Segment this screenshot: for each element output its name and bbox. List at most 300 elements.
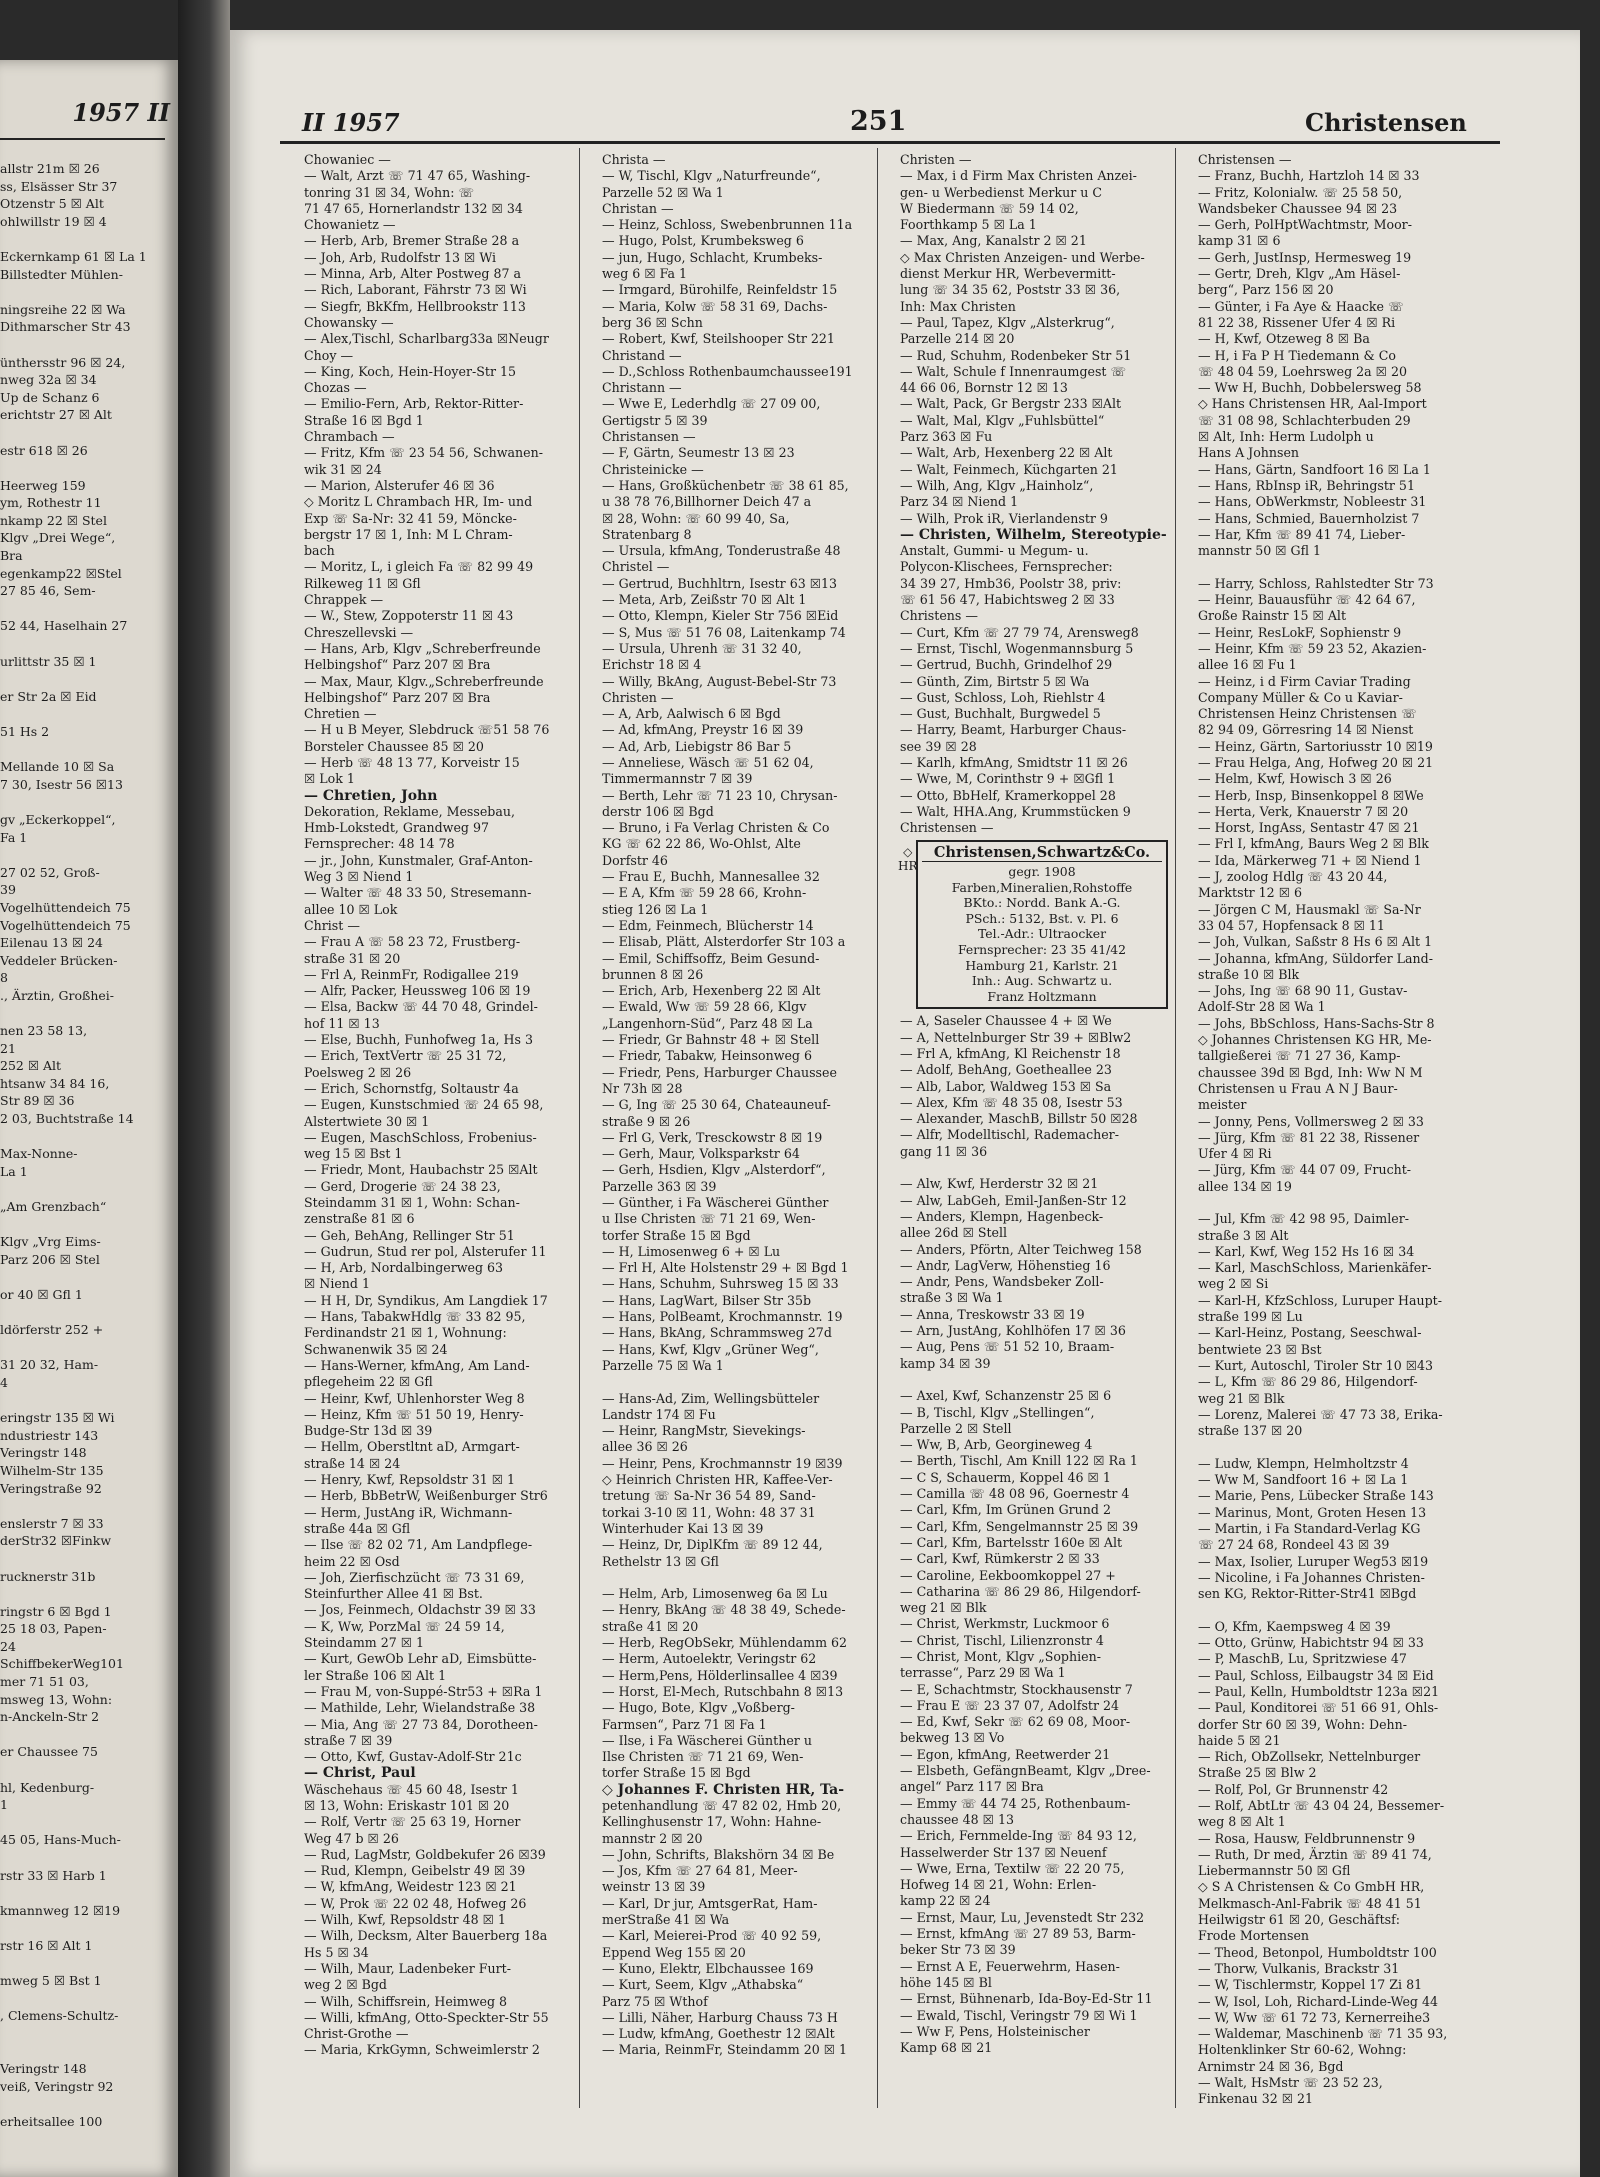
directory-entry-line: terrasse“, Parz 29 ☒ Wa 1 (900, 1665, 1066, 1681)
facing-page-line: „Am Grenzbach“ (0, 1199, 107, 1215)
directory-entry-line: sen KG, Rektor-Ritter-Str41 ☒Bgd (1198, 1586, 1417, 1602)
facing-page-line: or 40 ☒ Gfl 1 (0, 1287, 83, 1302)
directory-entry-line: Christan — (602, 200, 674, 216)
directory-entry-line: — Horst, IngAss, Sentastr 47 ☒ 21 (1198, 820, 1420, 836)
facing-page-line: ldörferstr 252 + (0, 1322, 104, 1338)
book-gutter (178, 0, 230, 2177)
directory-entry-line: — Ewald, Ww ☏ 59 28 66, Klgv (602, 999, 807, 1015)
advertisement-line: Inh.: Aug. Schwartz u. (971, 973, 1113, 989)
directory-entry-line: chaussee 39d ☒ Bgd, Inh: Ww N M (1198, 1064, 1423, 1080)
directory-entry-line: brunnen 8 ☒ 26 (602, 966, 704, 982)
directory-entry-line: — Anneliese, Wäsch ☏ 51 62 04, (602, 754, 814, 770)
directory-entry-line: — Fritz, Kolonialw. ☏ 25 58 50, (1198, 184, 1403, 200)
facing-page-line: ym, Rothestr 11 (0, 495, 102, 511)
facing-page-line (0, 1726, 176, 1744)
directory-entry-line: — Rich, ObZollsekr, Nettelnburger (1198, 1749, 1421, 1765)
directory-entry-line: ◇ S A Christensen & Co GmbH HR, (1198, 1879, 1425, 1895)
directory-entry-line: 71 47 65, Hornerlandstr 132 ☒ 34 (304, 200, 523, 216)
directory-entry-line: — Theod, Betonpol, Humboldtstr 100 (1198, 1944, 1437, 1960)
facing-page-line (0, 1919, 176, 1937)
directory-entry-line: — Alfr, Packer, Heussweg 106 ☒ 19 (304, 983, 531, 999)
directory-entry-line: — Carl, Kfm, Bartelsstr 160e ☒ Alt (900, 1534, 1123, 1550)
facing-page-line (0, 1761, 176, 1779)
directory-entry-line: straße 9 ☒ 26 (602, 1113, 691, 1129)
facing-page-line (0, 1216, 176, 1234)
directory-entry-line: — A, Nettelnburger Str 39 + ☒Blw2 (900, 1029, 1132, 1045)
directory-entry-line: straße 10 ☒ Blk (1198, 966, 1300, 982)
directory-entry-line: merStraße 41 ☒ Wa (602, 1912, 730, 1928)
directory-entry-line: — Karl, Kwf, Weg 152 Hs 16 ☒ 34 (1198, 1243, 1415, 1259)
directory-entry-line: — Gudrun, Stud rer pol, Alsterufer 11 (304, 1243, 547, 1259)
directory-entry-line: Company Müller & Co u Kaviar- (1198, 689, 1403, 705)
directory-entry-line: — Heinr, RangMstr, Sievekings- (602, 1423, 806, 1439)
facing-page-line: Vogelhüttendeich 75 (0, 917, 131, 933)
directory-entry-line: — Paul, Konditorei ☏ 51 66 91, Ohls- (1198, 1700, 1439, 1716)
directory-entry-line: torkai 3-10 ☒ 11, Wohn: 48 37 31 (602, 1504, 816, 1520)
facing-page-line: eringstr 135 ☒ Wi (0, 1410, 115, 1426)
facing-page-line: Veddeler Brücken- (0, 952, 118, 968)
directory-entry-line: ◇ Heinrich Christen HR, Kaffee-Ver- (602, 1472, 833, 1488)
directory-entry-line: — Gust, Buchhalt, Burgwedel 5 (900, 706, 1101, 722)
directory-entry-line: — Herb, Insp, Binsenkoppel 8 ☒We (1198, 787, 1424, 803)
directory-entry-line: — Ursula, Uhrenh ☏ 31 32 40, (602, 640, 802, 656)
directory-entry-line: — W, Prok ☏ 22 02 48, Hofweg 26 (304, 1895, 527, 1911)
directory-entry-line: — W, Tischlermstr, Koppel 17 Zi 81 (1198, 1977, 1423, 1993)
directory-entry-line: — Maria, Kolw ☏ 58 31 69, Dachs- (602, 298, 828, 314)
directory-entry-line: — H u B Meyer, Slebdruck ☏51 58 76 (304, 722, 550, 738)
facing-page-line (0, 1128, 176, 1146)
directory-entry-line: — Kurt, Autoschl, Tiroler Str 10 ☒43 (1198, 1357, 1434, 1373)
facing-page-line (0, 600, 176, 618)
directory-entry-line: — Herb, BbBetrW, Weißenburger Str6 (304, 1488, 548, 1504)
directory-entry-line: — Walt, HsMstr ☏ 23 52 23, (1198, 2075, 1383, 2091)
directory-entry-line: — Hans, PolBeamt, Krochmannstr. 19 (602, 1309, 843, 1325)
directory-entry-line: — Har, Kfm ☏ 89 41 74, Lieber- (1198, 526, 1406, 542)
directory-entry-line: Christann — (602, 380, 682, 396)
directory-entry-line: — Walt, Feinmech, Küchgarten 21 (900, 461, 1118, 477)
directory-entry-line: — Joh, Arb, Rudolfstr 13 ☒ Wi (304, 249, 497, 265)
directory-entry-line: Hans A Johnsen (1198, 445, 1300, 461)
directory-entry-line: — Hans, Arb, Klgv „Schreberfreunde (304, 640, 541, 656)
directory-entry-line: Chozas — (304, 380, 367, 396)
facing-page-line (0, 230, 176, 248)
directory-entry-line: allee 10 ☒ Lok (304, 901, 398, 917)
directory-entry-line: — Moritz, L, i gleich Fa ☏ 82 99 49 (304, 559, 534, 575)
directory-entry-line: Chretien — (304, 706, 377, 722)
directory-entry-line: Helbingshof“ Parz 207 ☒ Bra (304, 657, 491, 673)
facing-page-line: rstr 33 ☒ Harb 1 (0, 1867, 107, 1883)
directory-entry-line: — Hans, Großküchenbetr ☏ 38 61 85, (602, 477, 849, 493)
directory-entry-line: — Heinz, Dr, DiplKfm ☏ 89 12 44, (602, 1537, 823, 1553)
directory-entry-line: Borsteler Chaussee 85 ☒ 20 (304, 738, 484, 754)
directory-entry-line: ◇ Johannes Christensen KG HR, Me- (1198, 1032, 1432, 1048)
directory-entry-line: kamp 31 ☒ 6 (1198, 233, 1281, 249)
facing-page-line (0, 1550, 176, 1568)
facing-page-line: veiß, Veringstr 92 (0, 2078, 114, 2094)
directory-entry-line: chaussee 48 ☒ 13 (900, 1811, 1014, 1827)
facing-page-text (0, 160, 176, 2131)
directory-entry-line: — Harry, Beamt, Harburger Chaus- (900, 722, 1127, 738)
facing-page-line: 7 30, Isestr 56 ☒13 (0, 776, 123, 792)
directory-entry-line: — Wwe E, Lederhdlg ☏ 27 09 00, (602, 396, 821, 412)
directory-entry-line: dorfer Str 60 ☒ 39, Wohn: Dehn- (1198, 1716, 1408, 1732)
facing-page-line: nen 23 58 13, (0, 1023, 88, 1039)
directory-entry-line: — Alex, Kfm ☏ 48 35 08, Isestr 53 (900, 1094, 1123, 1110)
directory-entry-line: Christen — (900, 152, 972, 167)
facing-page-line: nkamp 22 ☒ Stel (0, 512, 107, 528)
directory-entry-line: — Johs, Ing ☏ 68 90 11, Gustav- (1198, 983, 1408, 999)
directory-entry-line: — Günter, i Fa Aye & Haacke ☏ (1198, 298, 1404, 314)
directory-entry-line: — Thorw, Vulkanis, Brackstr 31 (1198, 1960, 1400, 1976)
directory-entry-line: Ufer 4 ☒ Ri (1198, 1146, 1272, 1162)
directory-entry-line: Weg 3 ☒ Niend 1 (304, 869, 414, 885)
directory-entry-line: straße 137 ☒ 20 (1198, 1423, 1303, 1439)
directory-entry-line: Parzelle 214 ☒ 20 (900, 331, 1015, 347)
directory-entry-line: — Maria, KrkGymn, Schweimlerstr 2 (304, 2042, 540, 2058)
directory-entry-line: — Heinr, Bauausführ ☏ 42 64 67, (1198, 592, 1416, 608)
directory-entry-line: Christens — (900, 608, 978, 624)
directory-entry-line: — D.,Schloss Rothenbaumchaussee191 (602, 363, 853, 379)
facing-page-line: Mellande 10 ☒ Sa (0, 759, 115, 775)
directory-entry-line: — Ernst, Maur, Lu, Jevenstedt Str 232 (900, 1909, 1145, 1925)
directory-entry-line: — Ludw, kfmAng, Goethestr 12 ☒Alt (602, 2026, 835, 2042)
directory-entry-line: Holtenklinker Str 60-62, Wohng: (1198, 2042, 1407, 2058)
directory-entry-line: Finkenau 32 ☒ 21 (1198, 2091, 1314, 2107)
directory-entry-line: — Camilla ☏ 48 08 96, Goernestr 4 (900, 1486, 1130, 1502)
directory-entry-line: — Frl A, kfmAng, Kl Reichenstr 18 (900, 1046, 1121, 1061)
directory-entry-line: — Hans-Ad, Zim, Wellingsbütteler (602, 1390, 820, 1406)
directory-entry-line: allee 134 ☒ 19 (1198, 1178, 1292, 1194)
directory-entry-line: — Kurt, Seem, Klgv „Athabska“ (602, 1977, 804, 1993)
directory-entry-line: straße 3 ☒ Alt (1198, 1227, 1289, 1243)
facing-page-line (0, 1814, 176, 1832)
facing-page-line: Max-Nonne- (0, 1146, 78, 1162)
directory-entry-line: ◇ Moritz L Chrambach HR, Im- und (304, 494, 533, 510)
facing-page-line: Eckernkamp 61 ☒ La 1 (0, 248, 147, 264)
facing-page-line: Otzenstr 5 ☒ Alt (0, 196, 104, 212)
directory-entry-line: — Ed, Kwf, Sekr ☏ 62 69 08, Moor- (900, 1714, 1131, 1730)
directory-entry-line: — Kurt, GewOb Lehr aD, Eimsbütte- (304, 1651, 537, 1667)
directory-entry-line: — H, Kwf, Otzeweg 8 ☒ Ba (1198, 331, 1370, 347)
directory-entry-line: Alstertwiete 30 ☒ 1 (304, 1113, 430, 1129)
directory-entry-line: — Alw, LabGeh, Emil-Janßen-Str 12 (900, 1192, 1127, 1208)
directory-entry-line: — Gerh, Maur, Volksparkstr 64 (602, 1146, 800, 1162)
directory-entry-line: — Martin, i Fa Standard-Verlag KG (1198, 1520, 1421, 1536)
directory-entry-line: Christ — (304, 917, 360, 933)
facing-page-line: ringstr 6 ☒ Bgd 1 (0, 1603, 112, 1619)
facing-page-rule (0, 138, 165, 140)
directory-page (230, 30, 1580, 2177)
directory-entry-line: — Berth, Lehr ☏ 71 23 10, Chrysan- (602, 787, 838, 803)
facing-page-line: 31 20 32, Ham- (0, 1357, 99, 1373)
directory-entry-line: Poelsweg 2 ☒ 26 (304, 1064, 412, 1080)
facing-page-line: ss, Elsässer Str 37 (0, 178, 118, 194)
facing-page-line (0, 1304, 176, 1322)
directory-entry-line: — Else, Buchh, Funhofweg 1a, Hs 3 (304, 1032, 533, 1048)
directory-entry-line: — Caroline, Eekboomkoppel 27 + (900, 1567, 1116, 1583)
directory-entry-line: weinstr 13 ☒ 39 (602, 1879, 706, 1895)
directory-entry-line: — Lorenz, Malerei ☏ 47 73 38, Erika- (1198, 1406, 1443, 1422)
directory-entry-line: ☏ 48 04 59, Loehrsweg 2a ☒ 20 (1198, 363, 1407, 379)
directory-entry-line: — Marion, Alsterufer 46 ☒ 36 (304, 477, 495, 493)
directory-entry-line: — Andr, LagVerw, Höhenstieg 16 (900, 1257, 1111, 1273)
facing-page-line: 252 ☒ Alt (0, 1058, 62, 1074)
directory-entry-line: — Rolf, Pol, Gr Brunnenstr 42 (1198, 1781, 1389, 1797)
directory-entry-line: weg 2 ☒ Bgd (304, 1977, 387, 1993)
facing-page-line: 25 18 03, Papen- (0, 1621, 107, 1637)
directory-entry-line: — A, Arb, Aalwisch 6 ☒ Bgd (602, 706, 781, 722)
facing-page-line (0, 1268, 176, 1286)
directory-entry-line: — S, Mus ☏ 51 76 08, Laitenkamp 74 (602, 624, 846, 640)
directory-entry-line: — Mia, Ang ☏ 27 73 84, Dorotheen- (304, 1716, 538, 1732)
directory-entry-line: straße 44a ☒ Gfl (304, 1520, 411, 1536)
facing-page-line: 45 05, Hans-Much- (0, 1832, 121, 1848)
facing-page-line: Bra (0, 548, 23, 564)
directory-entry-line: — Erich, TextVertr ☏ 25 31 72, (304, 1048, 507, 1064)
directory-entry-line: — Walt, Arzt ☏ 71 47 65, Washing- (304, 168, 531, 184)
directory-entry-line: bach (304, 543, 335, 559)
directory-entry-line: — Ww H, Buchh, Dobbelersweg 58 (1198, 380, 1422, 396)
directory-entry-line: weg 21 ☒ Blk (1198, 1390, 1285, 1406)
facing-page-line: erheitsallee 100 (0, 2113, 103, 2129)
directory-entry-line: W Biedermann ☏ 59 14 02, (900, 200, 1079, 216)
facing-page-line: n-Anckeln-Str 2 (0, 1709, 100, 1725)
directory-entry-line: — B, Tischl, Klgv „Stellingen“, (900, 1404, 1095, 1420)
directory-entry-line: Wäschehaus ☏ 45 60 48, Isestr 1 (304, 1781, 519, 1797)
directory-entry-line: — Karl, Meierei-Prod ☏ 40 92 59, (602, 1928, 822, 1944)
directory-entry-line: — Helm, Arb, Limosenweg 6a ☒ Lu (602, 1586, 828, 1602)
directory-entry-line: — Minna, Arb, Alter Postweg 87 a (304, 266, 522, 282)
directory-entry-line: — Heinz, Gärtn, Sartoriusstr 10 ☒19 (1198, 738, 1433, 754)
directory-entry-line: 82 94 09, Görresring 14 ☒ Nienst (1198, 722, 1414, 738)
directory-entry-line: — jun, Hugo, Schlacht, Krumbeks- (602, 249, 823, 265)
directory-entry-line: Steinfurther Allee 41 ☒ Bst. (304, 1586, 483, 1602)
directory-entry-line: — Alfr, Modelltischl, Rademacher- (900, 1127, 1119, 1143)
facing-page-line: 27 85 46, Sem- (0, 583, 96, 599)
facing-page-line: hl, Kedenburg- (0, 1779, 95, 1795)
directory-entry-line: Christa — (602, 152, 666, 167)
directory-entry-line: Große Rainstr 15 ☒ Alt (1198, 608, 1347, 624)
directory-entry-line: — Hans, Gärtn, Sandfoort 16 ☒ La 1 (1198, 461, 1431, 477)
facing-page-line: La 1 (0, 1163, 28, 1179)
directory-entry-line: — Nicoline, i Fa Johannes Christen- (1198, 1569, 1425, 1585)
directory-entry-line: ◇ Max Christen Anzeigen- und Werbe- (900, 249, 1145, 265)
directory-entry-line: Arnimstr 24 ☒ 36, Bgd (1198, 2058, 1344, 2074)
directory-entry-line: mannstr 2 ☒ 20 (602, 1830, 703, 1846)
page-header-edition: II 1957 (302, 108, 400, 137)
directory-entry-line: — Gerh, JustInsp, Hermesweg 19 (1198, 249, 1412, 265)
directory-entry-line (1198, 559, 1488, 575)
facing-page-line: 2 03, Buchtstraße 14 (0, 1111, 134, 1127)
advertisement-line: Farben,Mineralien,Rohstoffe (951, 879, 1133, 895)
directory-entry-line: ☏ 27 24 68, Rondeel 43 ☒ 39 (1198, 1537, 1390, 1553)
directory-entry-line: — Rud, Klempn, Geibelstr 49 ☒ 39 (304, 1863, 526, 1879)
directory-entry-line: — Wilh, Schiffsrein, Heimweg 8 (304, 1993, 508, 2009)
directory-entry-line: Parzelle 2 ☒ Stell (900, 1420, 1012, 1436)
directory-entry-line: — W, Tischl, Klgv „Naturfreunde“, (602, 168, 821, 184)
directory-entry-line: Dekoration, Reklame, Messebau, (304, 803, 515, 819)
directory-entry-line: gen- u Werbedienst Merkur u C (900, 184, 1102, 200)
directory-entry-line: Stratenbarg 8 (602, 526, 692, 542)
directory-entry-line: — Erich, Schornstfg, Soltaustr 4a (304, 1080, 519, 1096)
facing-page-line: 8 (0, 970, 8, 986)
directory-entry-line: — Maria, ReinmFr, Steindamm 20 ☒ 1 (602, 2042, 848, 2058)
facing-page-line: Veringstr 148 (0, 2061, 87, 2077)
directory-entry-line: — Joh, Vulkan, Saßstr 8 Hs 6 ☒ Alt 1 (1198, 934, 1433, 950)
directory-entry-line: — Max, Maur, Klgv.„Schreberfreunde (304, 673, 544, 689)
directory-entry-line: Polycon-Klischees, Fernsprecher: (900, 559, 1113, 575)
directory-entry-line: petenhandlung ☏ 47 82 02, Hmb 20, (602, 1797, 842, 1813)
directory-entry-line: Wandsbeker Chaussee 94 ☒ 23 (1198, 200, 1398, 216)
directory-entry-line: — Ursula, kfmAng, Tonderustraße 48 (602, 543, 841, 559)
directory-entry-line: Steindamm 27 ☒ 1 (304, 1635, 425, 1651)
directory-entry-line: — Erich, Fernmelde-Ing ☏ 84 93 12, (900, 1828, 1137, 1844)
directory-entry-line: — Frl G, Verk, Tresckowstr 8 ☒ 19 (602, 1129, 823, 1145)
directory-entry-line: — W., Stew, Zoppoterstr 11 ☒ 43 (304, 608, 514, 624)
facing-page-line: ., Ärztin, Großhei- (0, 987, 115, 1003)
directory-entry-line: — Frau A ☏ 58 23 72, Frustberg- (304, 934, 521, 950)
directory-entry-line: — Horst, El-Mech, Rutschbahn 8 ☒13 (602, 1683, 844, 1699)
facing-page-line: Billstedter Mühlen- (0, 266, 123, 282)
directory-entry-line: — Herb ☏ 48 13 77, Korveistr 15 (304, 754, 520, 770)
directory-entry-line: — Heinz, i d Firm Caviar Trading (1198, 673, 1411, 689)
directory-entry-line: Budge-Str 13d ☒ 39 (304, 1423, 433, 1439)
directory-entry-line: „Langenhorn-Süd“, Parz 48 ☒ La (602, 1015, 813, 1031)
directory-entry-line: ☒ 13, Wohn: Eriskastr 101 ☒ 20 (304, 1797, 510, 1813)
facing-page-line: er Str 2a ☒ Eid (0, 688, 97, 704)
directory-entry-line: — Willi, kfmAng, Otto-Speckter-Str 55 (304, 2009, 549, 2025)
page-header-keyword: Christensen (1305, 108, 1467, 137)
facing-page-line: ünthersstr 96 ☒ 24, (0, 354, 126, 370)
directory-entry-line: Parz 363 ☒ Fu (900, 429, 993, 445)
directory-entry-line: Rethelstr 13 ☒ Gfl (602, 1553, 719, 1569)
directory-entry-line: — Ewald, Tischl, Veringstr 79 ☒ Wi 1 (900, 2007, 1138, 2023)
facing-page-line (0, 793, 176, 811)
directory-entry-line: — Heinz, Kfm ☏ 51 50 19, Henry- (304, 1406, 524, 1422)
directory-entry-line: — H, i Fa P H Tiedemann & Co (1198, 347, 1396, 363)
directory-entry-line: torfer Straße 15 ☒ Bgd (602, 1765, 751, 1781)
directory-entry-line: — Gerh, PolHptWachtmstr, Moor- (1198, 217, 1412, 233)
directory-entry-line: — Geh, BehAng, Rellinger Str 51 (304, 1227, 515, 1243)
column-divider (877, 148, 878, 2108)
facing-page-line (0, 1585, 176, 1603)
advertisement-line: Franz Holtzmann (987, 988, 1097, 1004)
facing-page-line: Str 89 ☒ 36 (0, 1093, 75, 1109)
directory-entry-line: — Karlh, kfmAng, Smidtstr 11 ☒ 26 (900, 754, 1128, 770)
directory-entry-line: — Anders, Klempn, Hagenbeck- (900, 1208, 1104, 1224)
directory-entry-line: — L, Kfm ☏ 86 29 86, Hilgendorf- (1198, 1374, 1418, 1390)
directory-entry-line: Schwanenwik 35 ☒ 24 (304, 1341, 448, 1357)
directory-entry-line: — Heinz, Schloss, Swebenbrunnen 11a (602, 217, 853, 233)
directory-entry-line: berg“, Parz 156 ☒ 20 (1198, 282, 1334, 298)
advertisement-line: gegr. 1908 (1008, 864, 1076, 880)
directory-entry-line: — Jonny, Pens, Vollmersweg 2 ☒ 33 (1198, 1113, 1424, 1129)
facing-page-line: 51 Hs 2 (0, 724, 50, 739)
directory-entry-line: — Waldemar, Maschinenb ☏ 71 35 93, (1198, 2026, 1448, 2042)
directory-entry-line: — Friedr, Mont, Haubachstr 25 ☒Alt (304, 1162, 538, 1178)
facing-page-line (0, 1392, 176, 1410)
directory-entry-line: ☒ Lok 1 (304, 771, 355, 787)
directory-entry-line: heim 22 ☒ Osd (304, 1553, 400, 1569)
advertisement-line: PSch.: 5132, Bst. v. Pl. 6 (965, 910, 1119, 926)
directory-entry-line: 33 04 57, Hopfensack 8 ☒ 11 (1198, 917, 1385, 933)
directory-entry-line: — Jörgen C M, Hausmakl ☏ Sa-Nr (1198, 901, 1421, 917)
directory-entry-line: — P, MaschB, Lu, Spritzwiese 47 (1198, 1651, 1407, 1667)
directory-entry-line: — Christen, Wilhelm, Stereotypie- (900, 526, 1167, 543)
facing-page-line (0, 336, 176, 354)
directory-entry-line: — Karl-H, KfzSchloss, Luruper Haupt- (1198, 1292, 1442, 1308)
directory-entry-line: wik 31 ☒ 24 (304, 461, 382, 477)
directory-entry-line: — Anders, Pförtn, Alter Teichweg 158 (900, 1241, 1142, 1257)
directory-entry-line: — G, Ing ☏ 25 30 64, Chateauneuf- (602, 1097, 831, 1113)
directory-entry-line: weg 15 ☒ Bst 1 (304, 1146, 403, 1162)
directory-entry-line: Parz 75 ☒ Wthof (602, 1993, 708, 2009)
column-divider (579, 148, 580, 2108)
directory-entry-line: Choy — (304, 347, 354, 363)
directory-entry-line: — Ad, Arb, Liebigstr 86 Bar 5 (602, 738, 792, 754)
directory-entry-line: — Carl, Kwf, Rümkerstr 2 ☒ 33 (900, 1551, 1100, 1567)
directory-entry-line: — Catharina ☏ 86 29 86, Hilgendorf- (900, 1583, 1141, 1599)
directory-column-3 (900, 152, 1170, 2056)
directory-entry-line: Fernsprecher: 48 14 78 (304, 836, 455, 852)
directory-entry-line: — Wwe, Erna, Textilw ☏ 22 20 75, (900, 1860, 1125, 1876)
directory-entry-line: — Ernst, kfmAng ☏ 27 89 53, Barm- (900, 1926, 1136, 1942)
directory-entry-line: Winterhuder Kai 13 ☒ 39 (602, 1520, 764, 1536)
facing-page-line (0, 741, 176, 759)
directory-entry-line: allee 16 ☒ Fu 1 (1198, 657, 1297, 673)
directory-entry-line: — Ernst, Bühnenarb, Ida-Boy-Ed-Str 11 (900, 1991, 1153, 2007)
directory-entry-line: — Johanna, kfmAng, Süldorfer Land- (1198, 950, 1433, 966)
directory-entry-line: — F, Gärtn, Seumestr 13 ☒ 23 (602, 445, 795, 461)
advertisement-title: Christensen,Schwartz&Co. (922, 845, 1162, 862)
directory-entry-line: — Lilli, Näher, Harburg Chauss 73 H (602, 2009, 838, 2025)
directory-entry-line: — Walt, Pack, Gr Bergstr 233 ☒Alt (900, 396, 1122, 412)
directory-entry-line: Chowanietz — (304, 217, 396, 233)
facing-page-line (0, 1497, 176, 1515)
directory-entry-line: — Eugen, MaschSchloss, Frobenius- (304, 1129, 537, 1145)
directory-entry-line: Parzelle 52 ☒ Wa 1 (602, 184, 724, 200)
directory-entry-line: — Wilh, Kwf, Repsoldstr 48 ☒ 1 (304, 1912, 506, 1928)
directory-entry-line: — Edm, Feinmech, Blücherstr 14 (602, 917, 814, 933)
facing-page-line (0, 1339, 176, 1357)
facing-page-line: 1 (0, 1797, 8, 1813)
directory-entry-line: — Hans-Werner, kfmAng, Am Land- (304, 1357, 530, 1373)
facing-page-line: urlittstr 35 ☒ 1 (0, 653, 97, 669)
directory-entry-line: — Marie, Pens, Lübecker Straße 143 (1198, 1488, 1434, 1504)
directory-entry-line: — Frau E ☏ 23 37 07, Adolfstr 24 (900, 1697, 1120, 1713)
facing-page-line: 39 (0, 882, 16, 898)
column-divider (1175, 148, 1176, 2108)
directory-entry-line: — King, Koch, Hein-Hoyer-Str 15 (304, 363, 517, 379)
directory-column-4 (1198, 152, 1488, 2108)
directory-entry-line: meister (1198, 1097, 1247, 1113)
facing-page-line: ndustriestr 143 (0, 1427, 99, 1443)
directory-entry-line: — Max, i d Firm Max Christen Anzei- (900, 168, 1137, 184)
directory-entry-line: Liebermannstr 50 ☒ Gfl (1198, 1863, 1351, 1879)
facing-page-line: Veringstraße 92 (0, 1480, 102, 1496)
directory-entry-line: — Eugen, Kunstschmied ☏ 24 65 98, (304, 1097, 544, 1113)
directory-entry-line: — Hellm, Oberstltnt aD, Armgart- (304, 1439, 520, 1455)
directory-entry-line: — Karl, MaschSchloss, Marienkäfer- (1198, 1260, 1432, 1276)
directory-entry-line: Hasselwerder Str 137 ☒ Neuenf (900, 1844, 1107, 1860)
directory-entry-line: 81 22 38, Rissener Ufer 4 ☒ Ri (1198, 314, 1396, 330)
directory-entry-line: — Ww F, Pens, Holsteinischer (900, 2023, 1090, 2039)
directory-entry-line: — Alexander, MaschB, Billstr 50 ☒28 (900, 1111, 1138, 1127)
directory-entry-line: — Arn, JustAng, Kohlhöfen 17 ☒ 36 (900, 1323, 1126, 1339)
facing-page-line: SchiffbekerWeg101 (0, 1656, 124, 1672)
directory-entry-line: weg 8 ☒ Alt 1 (1198, 1814, 1286, 1830)
directory-entry-line: — jr., John, Kunstmaler, Graf-Anton- (304, 852, 533, 868)
